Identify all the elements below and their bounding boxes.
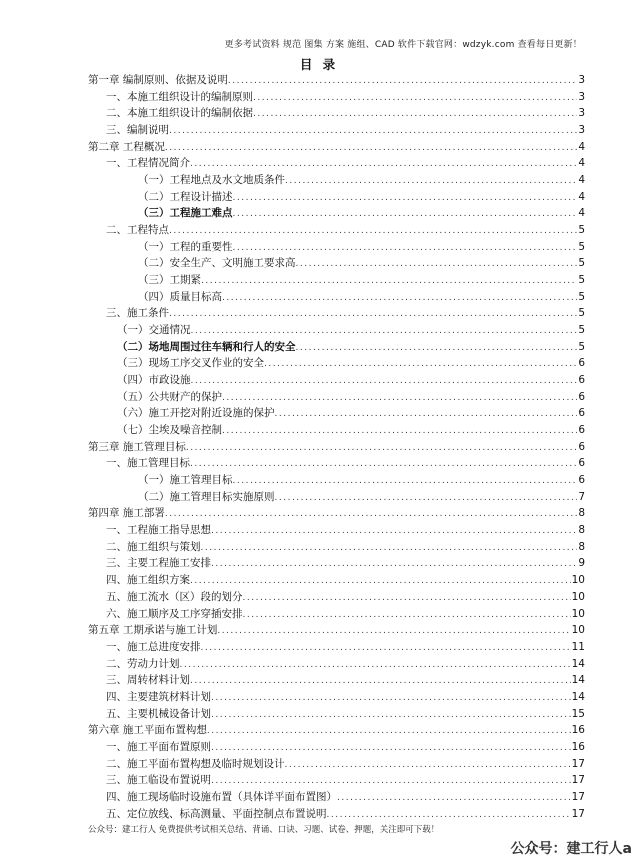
toc-leader-dots — [233, 240, 578, 257]
toc-entry-page: 5 — [578, 257, 585, 270]
toc-entry-title: 一、施工总进度安排 — [106, 640, 201, 653]
toc-leader-dots — [211, 690, 571, 707]
toc-leader-dots — [190, 456, 577, 473]
toc-leader-dots — [201, 640, 571, 657]
toc-entry-page: 17 — [571, 774, 585, 787]
toc-leader-dots — [191, 323, 578, 340]
toc-entry[interactable] — [88, 339, 585, 356]
toc-leader-dots — [201, 540, 578, 557]
toc-entry[interactable] — [88, 539, 585, 556]
toc-entry[interactable] — [88, 122, 585, 139]
toc-entry-title: （一）交通情况 — [117, 324, 191, 337]
toc-entry[interactable] — [88, 439, 585, 456]
toc-entry-page: 9 — [578, 557, 585, 570]
toc-leader-dots — [165, 506, 577, 523]
toc-entry-title: （一）工程地点及水文地质条件 — [138, 174, 285, 187]
toc-entry-title: 五、施工流水（区）段的划分 — [106, 590, 243, 603]
toc-entry-page: 5 — [578, 240, 585, 253]
toc-entry-page: 4 — [578, 140, 585, 153]
toc-entry-title: 二、施工平面布置构想及临时规划设计 — [106, 757, 285, 770]
toc-entry[interactable] — [88, 72, 585, 89]
toc-entry-title: 六、施工顺序及工序穿插安排 — [106, 607, 243, 620]
toc-leader-dots — [327, 807, 571, 824]
toc-entry-title: 一、施工管理目标 — [106, 457, 190, 470]
toc-leader-dots — [201, 273, 577, 290]
toc-entry-page: 10 — [571, 607, 585, 620]
toc-entry-title: （二）场地周围过往车辆和行人的安全 — [117, 340, 296, 353]
toc-entry-page: 6 — [578, 407, 585, 420]
toc-entry-title: （二）施工管理目标实施原则 — [138, 490, 275, 503]
toc-entry-title: （三）现场工序交叉作业的安全 — [117, 357, 264, 370]
toc-entry[interactable] — [88, 606, 585, 623]
toc-leader-dots — [275, 406, 578, 423]
toc-leader-dots — [207, 723, 571, 740]
toc-entry-title: （二）工程设计描述 — [138, 190, 233, 203]
toc-entry-page: 16 — [571, 724, 585, 737]
toc-entry[interactable] — [88, 405, 585, 422]
toc-entry[interactable] — [88, 189, 585, 206]
toc-entry[interactable] — [88, 622, 585, 639]
toc-entry-page: 17 — [571, 757, 585, 770]
toc-leader-dots — [169, 223, 577, 240]
toc-entry-title: （四）市政设施 — [117, 374, 191, 387]
toc-entry-title: 五、主要机械设备计划 — [106, 707, 211, 720]
toc-leader-dots — [190, 673, 571, 690]
toc-entry[interactable] — [88, 722, 585, 739]
toc-entry-title: 一、施工平面布置原则 — [106, 740, 211, 753]
toc-leader-dots — [190, 156, 577, 173]
toc-entry[interactable] — [88, 322, 585, 339]
toc-entry-title: （四）质量目标高 — [138, 290, 222, 303]
toc-entry-title: 第二章 工程概况 — [88, 140, 165, 153]
toc-entry-page: 5 — [578, 224, 585, 237]
toc-leader-dots — [165, 140, 577, 157]
toc-leader-dots — [337, 790, 571, 807]
toc-entry[interactable] — [88, 472, 585, 489]
toc-entry[interactable] — [88, 756, 585, 773]
toc-entry-title: 二、本施工组织设计的编制依据 — [106, 107, 253, 120]
toc-entry-title: 三、主要工程施工安排 — [106, 557, 211, 570]
toc-entry-page: 4 — [578, 207, 585, 220]
toc-entry-page: 5 — [578, 307, 585, 320]
toc-entry[interactable] — [88, 105, 585, 122]
toc-entry[interactable] — [88, 555, 585, 572]
toc-leader-dots — [243, 590, 571, 607]
toc-entry-title: （六）施工开挖对附近设施的保护 — [117, 407, 275, 420]
toc-entry-page: 5 — [578, 290, 585, 303]
toc-leader-dots — [180, 657, 571, 674]
toc-leader-dots — [296, 340, 578, 357]
toc-entry-title: （一）工程的重要性 — [138, 240, 233, 253]
toc-entry[interactable] — [88, 289, 585, 306]
toc-entry-page: 16 — [571, 740, 585, 753]
toc-entry-page: 10 — [571, 590, 585, 603]
toc-entry-page: 14 — [571, 657, 585, 670]
toc-entry-page: 5 — [578, 324, 585, 337]
toc-leader-dots — [285, 757, 571, 774]
toc-entry-title: 一、本施工组织设计的编制原则 — [106, 90, 253, 103]
toc-leader-dots — [275, 490, 578, 507]
toc-leader-dots — [169, 306, 577, 323]
toc-leader-dots — [285, 173, 577, 190]
toc-entry-title: 第一章 编制原则、依据及说明 — [88, 74, 228, 86]
toc-entry-title: 二、施工组织与策划 — [106, 540, 201, 553]
toc-entry-title: 三、周转材料计划 — [106, 674, 190, 687]
toc-leader-dots — [222, 390, 577, 407]
toc-entry-page: 4 — [578, 157, 585, 170]
toc-leader-dots — [228, 73, 577, 90]
toc-entry-page: 6 — [578, 457, 585, 470]
toc-entry-page: 4 — [578, 190, 585, 203]
toc-entry-page: 10 — [571, 624, 585, 637]
toc-entry[interactable] — [88, 739, 585, 756]
toc-entry-title: （二）安全生产、文明施工要求高 — [138, 257, 296, 270]
toc-entry-title: 第三章 施工管理目标 — [88, 440, 186, 453]
toc-entry-title: 三、施工条件 — [106, 307, 169, 320]
toc-entry[interactable] — [88, 489, 585, 506]
toc-entry-title: 一、工程情况简介 — [106, 157, 190, 170]
toc-entry[interactable] — [88, 806, 585, 823]
toc-entry-page: 6 — [578, 374, 585, 387]
toc-leader-dots — [186, 440, 577, 457]
toc-entry-page: 6 — [578, 390, 585, 403]
page-header-note: 更多考试资料 规范 图集 方案 施组、CAD 软件下载官网：wdzyk.com 查看每日更新！ — [224, 40, 582, 50]
toc-entry-page: 8 — [578, 524, 585, 537]
toc-entry-page: 10 — [571, 574, 585, 587]
toc-entry-title: 二、工程特点 — [106, 224, 169, 237]
toc-entry[interactable] — [88, 672, 585, 689]
toc-entry-page: 15 — [571, 707, 585, 720]
toc-entry-title: 第五章 工期承诺与施工计划 — [88, 624, 218, 637]
toc-entry[interactable] — [88, 706, 585, 723]
toc-leader-dots — [233, 190, 578, 207]
toc-entry[interactable] — [88, 255, 585, 272]
toc-entry-page: 6 — [578, 357, 585, 370]
toc-entry[interactable] — [88, 522, 585, 539]
toc-entry-page: 4 — [578, 174, 585, 187]
toc-entry[interactable] — [88, 772, 585, 789]
toc-entry[interactable] — [88, 222, 585, 239]
toc-entry-page: 7 — [578, 490, 585, 503]
toc-entry-page: 5 — [578, 340, 585, 353]
toc-entry-page: 8 — [578, 507, 585, 520]
toc-leader-dots — [253, 106, 577, 123]
toc-leader-dots — [211, 556, 577, 573]
toc-entry-title: 二、劳动力计划 — [106, 657, 180, 670]
toc-entry[interactable] — [88, 689, 585, 706]
toc-leader-dots — [296, 256, 578, 273]
toc-entry[interactable] — [88, 89, 585, 106]
toc-entry[interactable] — [88, 205, 585, 222]
toc-entry-title: 四、施工组织方案 — [106, 574, 190, 587]
toc-leader-dots — [222, 290, 577, 307]
toc-entry[interactable] — [88, 789, 585, 806]
toc-leader-dots — [222, 423, 577, 440]
toc-entry-page: 17 — [571, 790, 585, 803]
toc-leader-dots — [211, 523, 577, 540]
toc-entry-page: 3 — [578, 107, 585, 120]
toc-leader-dots — [191, 373, 578, 390]
toc-entry[interactable] — [88, 139, 585, 156]
toc-entry-title: （一）施工管理目标 — [138, 474, 233, 487]
toc-entry-page: 17 — [571, 807, 585, 820]
toc-leader-dots — [233, 473, 578, 490]
toc-entry-title: （五）公共财产的保护 — [117, 390, 222, 403]
toc-entry-title: 四、施工现场临时设施布置（具体详平面布置图） — [106, 790, 337, 803]
toc-entry[interactable] — [88, 389, 585, 406]
toc-entry[interactable] — [88, 172, 585, 189]
toc-leader-dots — [253, 90, 577, 107]
toc-entry[interactable] — [88, 455, 585, 472]
watermark: 公众号：建工行人a — [510, 841, 632, 857]
table-of-contents — [88, 72, 585, 822]
toc-entry-page: 5 — [578, 274, 585, 287]
toc-leader-dots — [169, 123, 577, 140]
toc-entry-page: 3 — [578, 74, 585, 86]
toc-entry-page: 8 — [578, 540, 585, 553]
toc-entry-title: （三）工期紧 — [138, 274, 201, 287]
toc-entry[interactable] — [88, 422, 585, 439]
toc-entry-page: 6 — [578, 424, 585, 437]
toc-entry[interactable] — [88, 656, 585, 673]
toc-entry-page: 14 — [571, 674, 585, 687]
toc-entry[interactable] — [88, 305, 585, 322]
toc-entry-page: 14 — [571, 690, 585, 703]
toc-entry[interactable] — [88, 239, 585, 256]
toc-leader-dots — [211, 773, 571, 790]
toc-entry-title: 三、编制说明 — [106, 124, 169, 137]
toc-leader-dots — [243, 607, 571, 624]
toc-entry[interactable] — [88, 355, 585, 372]
toc-entry-title: 三、施工临设布置说明 — [106, 774, 211, 787]
toc-entry-page: 3 — [578, 90, 585, 103]
toc-entry[interactable] — [88, 572, 585, 589]
toc-entry[interactable] — [88, 589, 585, 606]
toc-entry[interactable] — [88, 272, 585, 289]
toc-leader-dots — [264, 356, 577, 373]
toc-leader-dots — [211, 707, 571, 724]
toc-entry-title: 五、定位放线、标高测量、平面控制点布置说明 — [106, 807, 327, 820]
toc-leader-dots — [233, 206, 578, 223]
toc-leader-dots — [190, 573, 571, 590]
toc-entry-page: 6 — [578, 474, 585, 487]
toc-entry-title: （三）工程施工难点 — [138, 207, 233, 220]
toc-entry-title: 第六章 施工平面布置构想 — [88, 724, 207, 737]
toc-entry[interactable] — [88, 372, 585, 389]
toc-entry[interactable] — [88, 639, 585, 656]
page-title: 目 录 — [299, 57, 339, 72]
toc-entry[interactable] — [88, 155, 585, 172]
toc-entry-page: 3 — [578, 124, 585, 137]
toc-entry-title: 四、主要建筑材料计划 — [106, 690, 211, 703]
toc-entry-page: 11 — [571, 640, 585, 653]
toc-leader-dots — [217, 623, 570, 640]
toc-entry-title: （七）尘埃及噪音控制 — [117, 424, 222, 437]
page-footer-note: 公众号：建工行人 免费提供考试相关总结、背诵、口诀、习题、试卷、押题，关注即可下载！ — [88, 825, 440, 835]
toc-entry-title: 一、工程施工指导思想 — [106, 524, 211, 537]
toc-leader-dots — [211, 740, 571, 757]
toc-entry[interactable] — [88, 505, 585, 522]
toc-entry-page: 6 — [578, 440, 585, 453]
toc-entry-title: 第四章 施工部署 — [88, 507, 165, 520]
